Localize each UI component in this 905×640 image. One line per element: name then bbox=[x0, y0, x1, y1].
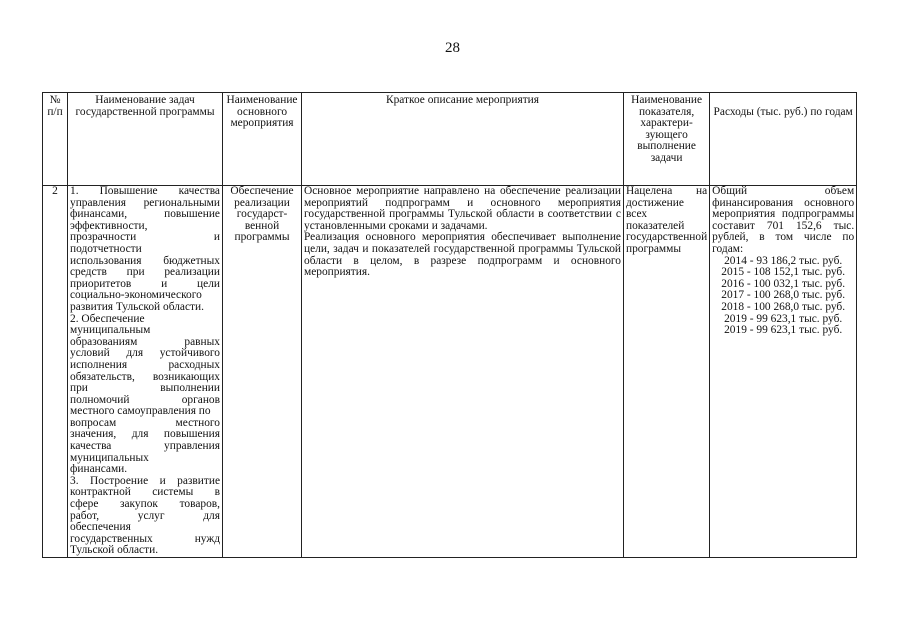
row-num: 2 bbox=[43, 186, 68, 558]
task-word: муниципальным bbox=[70, 324, 151, 337]
task-word: 1. bbox=[70, 185, 79, 197]
task-word: эффективности, bbox=[70, 219, 148, 232]
task-line bbox=[70, 360, 220, 372]
task-word: при bbox=[70, 382, 88, 395]
description-paragraph-2: Реализация основного мероприятия обеспечивает выполнение цели, задач и показателей государственной программы Тульской области в целом, в разрезе подпрограмм и основного мероприятия. bbox=[304, 231, 621, 279]
task-word: средств bbox=[70, 266, 107, 279]
task-word: Тульской области. bbox=[70, 544, 159, 557]
task-word: равных bbox=[184, 335, 220, 348]
header-num: № п/п bbox=[43, 93, 68, 186]
task-word: использования bbox=[70, 254, 142, 267]
task-word: при bbox=[126, 266, 145, 279]
description-paragraph-1: Основное мероприятие направлено на обеспечение реализации мероприятий подпрограмм и основного мероприятия государственной программы Тульской области в соответствии с установленными сроками и задачами. bbox=[304, 185, 621, 232]
task-word: бюджетных bbox=[163, 254, 220, 267]
row-indicator: Нацелена на достижение всех показателей государственной программы bbox=[624, 186, 710, 558]
row-description bbox=[302, 186, 624, 558]
task-word: муниципальных bbox=[70, 451, 149, 464]
expenses-year-line: 2017 - 100 268,0 тыс. руб. bbox=[721, 289, 846, 302]
expenses-year-line: 2015 - 108 152,1 тыс. руб. bbox=[721, 266, 846, 279]
expenses-year-line: 2016 - 100 032,1 тыс. руб. bbox=[721, 277, 846, 290]
task-word: условий bbox=[70, 347, 110, 360]
header-tasks: Наименование задач государственной программы bbox=[68, 93, 223, 186]
task-word: приоритетов bbox=[70, 277, 132, 290]
expenses-years-list bbox=[712, 256, 854, 337]
task-word: социально-экономического bbox=[70, 289, 202, 302]
main-event-line: программы bbox=[234, 231, 290, 244]
task-line bbox=[70, 545, 220, 557]
header-indicator: Наименование показателя, характери-зующего выполнение задачи bbox=[624, 93, 710, 186]
task-word: возникающих bbox=[152, 370, 220, 383]
task-word: для bbox=[126, 347, 144, 360]
task-word: региональными bbox=[143, 196, 220, 209]
program-table bbox=[42, 92, 857, 558]
row-expenses bbox=[710, 186, 857, 558]
task-word: вопросам bbox=[70, 416, 117, 429]
expenses-total-text: Общий объем финансирования основного мероприятия подпрограммы составит 701 152,6 тыс. рублей, в том числе по годам: bbox=[712, 185, 855, 255]
main-event-line: реализации bbox=[234, 196, 290, 209]
task-word: Построение bbox=[89, 474, 149, 487]
task-line bbox=[70, 186, 220, 198]
task-word: товаров, bbox=[179, 498, 220, 511]
task-line bbox=[70, 244, 220, 256]
task-word: Повышение bbox=[99, 185, 158, 197]
header-main-event: Наименование основного мероприятия bbox=[223, 93, 302, 186]
task-word: нужд bbox=[194, 532, 220, 545]
task-word: органов bbox=[181, 393, 220, 406]
task-line bbox=[70, 499, 220, 511]
task-word: местного bbox=[175, 416, 220, 429]
task-word: развития Тульской области. bbox=[70, 300, 204, 313]
expenses-year-line: 2014 - 93 186,2 тыс. руб. bbox=[724, 254, 843, 267]
task-line bbox=[70, 441, 220, 453]
page-number: 28 bbox=[445, 40, 460, 56]
table-row bbox=[43, 186, 857, 558]
task-word: качества bbox=[178, 185, 220, 197]
task-word: развитие bbox=[177, 474, 220, 487]
main-event-line: Обеспечение bbox=[230, 185, 294, 197]
task-word: государственных bbox=[70, 532, 153, 545]
task-word: исполнения bbox=[70, 358, 128, 371]
task-word: финансами. bbox=[70, 463, 128, 476]
task-word: для bbox=[203, 509, 220, 522]
task-word: и bbox=[161, 277, 168, 290]
task-line bbox=[70, 325, 220, 337]
main-event-line: государст- bbox=[236, 208, 288, 221]
task-word: устойчивого bbox=[159, 347, 220, 360]
main-event-line: венной bbox=[244, 219, 280, 232]
task-line bbox=[70, 383, 220, 395]
task-word: и bbox=[213, 231, 220, 244]
task-word: финансами, bbox=[70, 208, 128, 221]
task-word: в bbox=[214, 486, 220, 499]
task-word: 2. Обеспечение bbox=[70, 312, 145, 325]
task-word: закупок bbox=[120, 498, 158, 511]
expenses-year-line: 2019 - 99 623,1 тыс. руб. bbox=[724, 324, 843, 337]
row-tasks bbox=[68, 186, 223, 558]
task-word: управления bbox=[164, 440, 220, 453]
task-word: и bbox=[159, 474, 166, 487]
task-word: полномочий bbox=[70, 393, 130, 406]
header-row bbox=[43, 93, 857, 186]
header-description: Краткое описание мероприятия bbox=[302, 93, 624, 186]
task-word: 3. bbox=[70, 474, 79, 487]
task-word: контрактной bbox=[70, 486, 131, 499]
task-word: услуг bbox=[137, 509, 165, 522]
expenses-year-line: 2018 - 100 268,0 тыс. руб. bbox=[721, 300, 846, 313]
task-word: управления bbox=[70, 196, 126, 209]
task-word: расходных bbox=[168, 358, 220, 371]
task-word: системы bbox=[152, 486, 194, 499]
task-word: обязательств, bbox=[70, 370, 135, 383]
task-word: значения, bbox=[70, 428, 117, 441]
task-word: подотчетности bbox=[70, 242, 142, 255]
task-word: местного самоуправления по bbox=[70, 405, 211, 418]
task-word: работ, bbox=[70, 509, 100, 522]
task-word: цели bbox=[197, 277, 220, 290]
expenses-year-line: 2019 - 99 623,1 тыс. руб. bbox=[724, 312, 843, 325]
row-main-event bbox=[223, 186, 302, 558]
task-word: прозрачности bbox=[70, 231, 137, 244]
task-word: повышения bbox=[163, 428, 220, 441]
header-expenses: Расходы (тыс. руб.) по годам bbox=[710, 93, 857, 186]
task-word: реализации bbox=[164, 266, 220, 279]
task-word: обеспечения bbox=[70, 521, 131, 534]
task-word: для bbox=[131, 428, 149, 441]
task-line bbox=[70, 267, 220, 279]
task-word: качества bbox=[70, 440, 112, 453]
task-word: сфере bbox=[70, 498, 99, 511]
task-word: образованиям bbox=[70, 335, 138, 348]
task-word: повышение bbox=[164, 208, 220, 221]
task-line bbox=[70, 302, 220, 314]
task-word: выполнении bbox=[160, 382, 220, 395]
